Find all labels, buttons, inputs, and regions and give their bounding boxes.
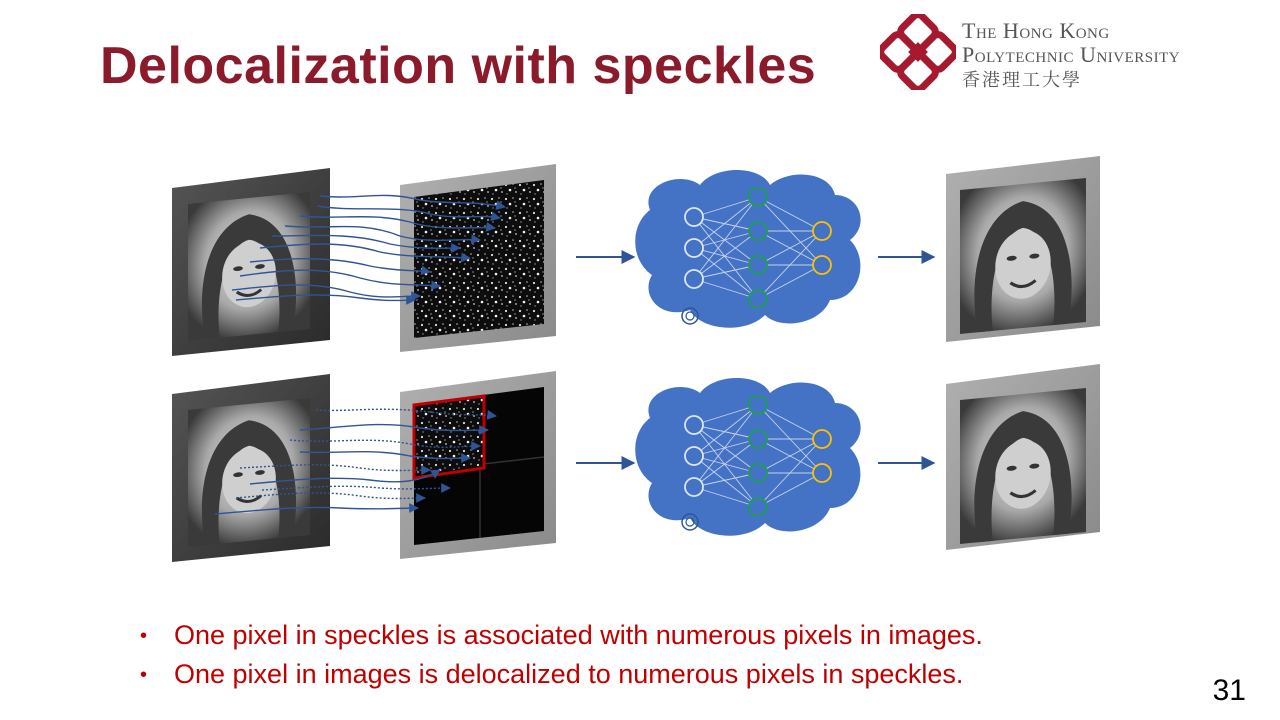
slide-title: Delocalization with speckles: [100, 37, 817, 95]
bullet-item: [140, 655, 983, 694]
row2-neural-network: [635, 378, 860, 536]
page-number: 31: [1212, 674, 1246, 707]
bullet-text: One pixel in speckles is associated with numerous pixels in images.: [174, 620, 983, 650]
row1-neural-network: [635, 170, 860, 328]
bullet-text: One pixel in images is delocalized to numerous pixels in speckles.: [174, 659, 964, 689]
logo-university-name-line1: The Hong Kong: [962, 18, 1110, 43]
row2-speckle-pattern: [400, 371, 556, 559]
bullet-list: [140, 616, 983, 694]
row2-reconstructed-image: [946, 364, 1100, 550]
logo-chinese-name: 香港理工大學: [962, 70, 1082, 91]
row1-speckle-pattern: [400, 164, 556, 352]
bullet-item: [140, 616, 983, 655]
bullet-glyph: •: [140, 664, 148, 686]
row1-reconstructed-image: [946, 156, 1100, 342]
row2-input-image: [172, 374, 330, 562]
bullet-glyph: •: [140, 625, 148, 647]
logo-university-name-line2: Polytechnic University: [962, 42, 1181, 67]
